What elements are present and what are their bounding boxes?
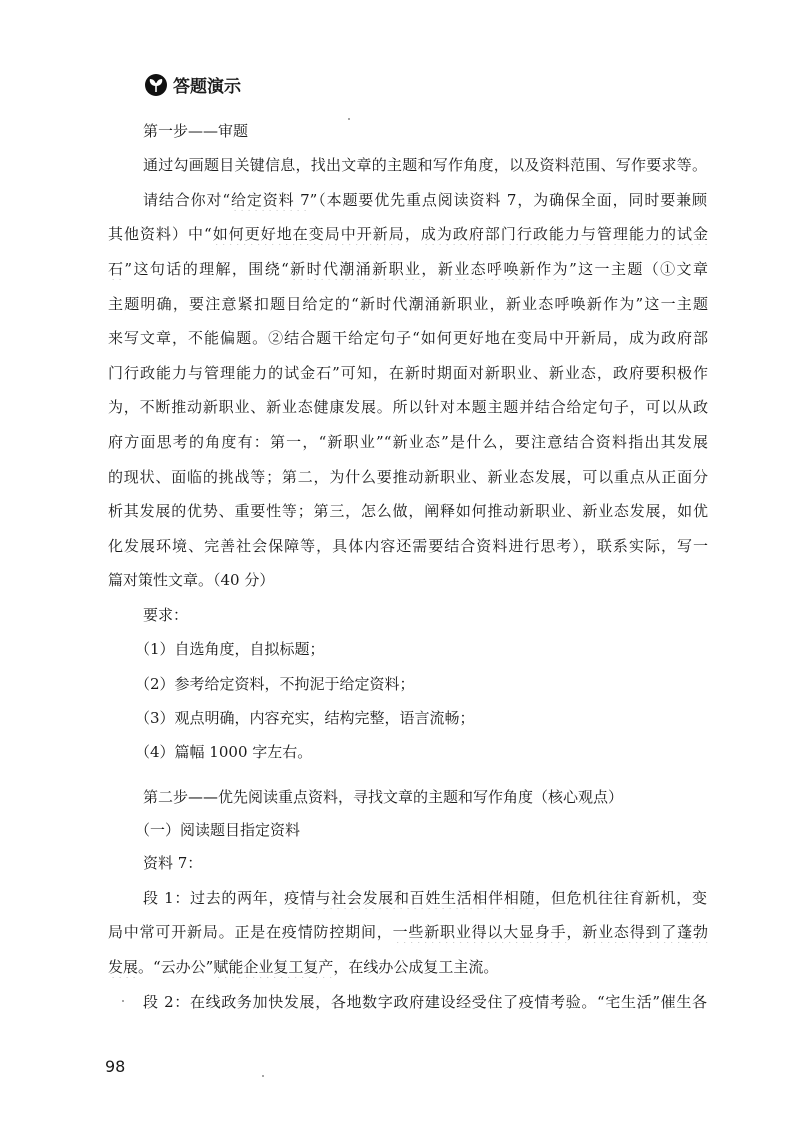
underlined-run: 新业态得到了蓬勃: [582, 923, 708, 941]
question-line-12: 篇对策性文章。（40 分）: [108, 571, 275, 589]
requirement-1: （1）自选角度，自拟标题；: [135, 640, 325, 658]
requirements-title: 要求：: [143, 606, 189, 624]
question-line-8: 府方面思考的角度有：第一，“新职业”“新业态”是什么，要注意结合资料指出其发展: [108, 433, 708, 451]
question-line-4: 主题明确，要注意紧扣题目给定的“新时代潮涌新职业，新业态呼唤新作为”这一主题: [108, 295, 708, 313]
leaf-circle-icon: [145, 74, 167, 96]
underlined-run: 一些新职业得以大显身手: [392, 923, 567, 941]
underlined-run: 石: [108, 260, 125, 278]
requirement-2: （2）参考给定资料，不拘泥于给定资料；: [135, 675, 415, 693]
text-run: ，但危机往往育新机，变: [535, 889, 707, 907]
step2-subtitle: （一）阅读题目指定资料: [135, 821, 301, 839]
text-run: 。“云办公”: [138, 958, 214, 976]
text-run: 局中常可开新局。正是在疫情防控期间，: [108, 923, 393, 941]
text-run: 段 1：过去的两年，: [143, 889, 285, 907]
underlined-run: 新业态呼唤新作为: [437, 260, 570, 278]
underlined-run: 新时代潮涌新职业: [288, 260, 422, 278]
scan-speck: [348, 118, 350, 120]
material-para1-line2: [108, 921, 708, 943]
underlined-run: 如何更好地在变局中开新局: [211, 225, 405, 243]
requirement-4: （4）篇幅 1000 字左右。: [135, 743, 313, 761]
text-run: ”这句话的理解，围绕“: [124, 260, 289, 278]
scan-speck: [262, 1075, 264, 1077]
page-number: 98: [105, 1057, 126, 1076]
underlined-run: 发展: [108, 958, 139, 976]
question-line-11: 化发展环境、完善社会保障等，具体内容还需要结合资料进行思考），联系实际，写一: [108, 537, 708, 555]
question-line-1: [143, 189, 707, 211]
underlined-run: 赋能企业复工复产: [213, 958, 334, 976]
question-line-3: [108, 258, 708, 280]
underlined-run: 给定资料 7: [230, 191, 310, 209]
underlined-run: 成为政府部门行政能力与管理能力的试金: [420, 225, 708, 243]
step2-title: 第二步——优先阅读重点资料，寻找文章的主题和写作角度（核心观点）: [143, 788, 624, 806]
section-heading: [145, 72, 241, 97]
question-line-6: 门行政能力与管理能力的试金石”可知，在新时期面对新职业、新业态，政府要积极作: [108, 364, 708, 382]
text-run: ，: [566, 923, 583, 941]
question-line-5: 来写文章，不能偏题。②结合题干给定句子“如何更好地在变局中开新局，成为政府部: [108, 329, 708, 347]
text-run: 其他资料）中“: [108, 225, 212, 243]
question-line-2: [108, 223, 708, 245]
text-run: ，: [404, 225, 421, 243]
underlined-run: 疫情与社会发展和百姓生活相伴相随: [284, 889, 536, 907]
text-run: 请结合你对“: [143, 191, 231, 209]
section-heading-title: 答题演示: [173, 77, 241, 97]
question-line-9: 的现状、面临的挑战等；第二，为什么要推动新职业、新业态发展，可以重点从正面分: [108, 468, 708, 486]
material-label: 资料 7：: [143, 854, 203, 872]
requirement-3: （3）观点明确，内容充实，结构完整，语言流畅；: [135, 709, 475, 727]
question-line-7: 为，不断推动新职业、新业态健康发展。所以针对本题主题并结合给定句子，可以从政: [108, 398, 708, 416]
material-para1-line1: [143, 887, 707, 909]
material-para1-line3: [108, 956, 708, 978]
text-run: ”这一主题（①文章: [569, 260, 708, 278]
step1-intro: 通过勾画题目关键信息，找出文章的主题和写作角度，以及资料范围、写作要求等。: [143, 156, 707, 174]
text-run: ”（本题要优先重点阅读资料 7，为确保全面，同时要兼顾: [309, 191, 707, 209]
text-run: ，在线办公成复工主流。: [333, 958, 499, 976]
material-para2-line1: 段 2：在线政务加快发展，各地数字政府建设经受住了疫情考验。“宅生活”催生各: [143, 993, 707, 1011]
text-run: ，: [421, 260, 438, 278]
step1-title: 第一步——审题: [143, 122, 249, 140]
scan-speck: [122, 1000, 124, 1002]
question-line-10: 析其发展的优势、重要性等；第三，怎么做，阐释如何推动新职业、新业态发展，如优: [108, 502, 708, 520]
